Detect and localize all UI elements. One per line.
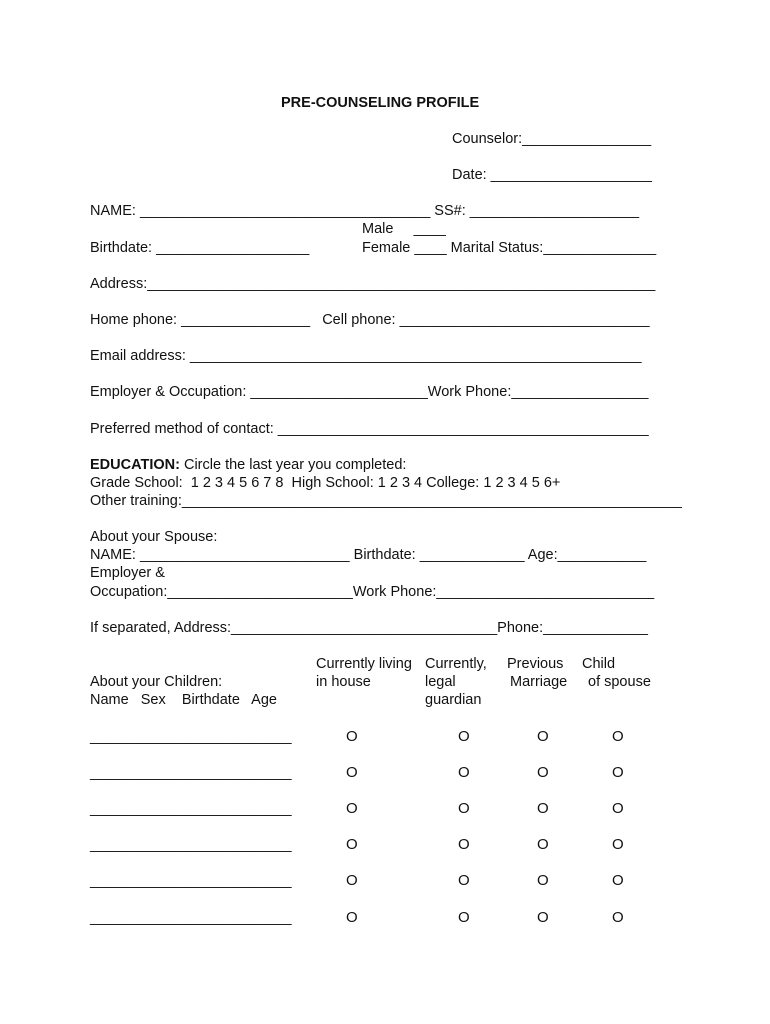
employer-field[interactable]: Employer & Occupation: ______________________Work Phone:_________________ [90,384,649,400]
circle-living-in-house[interactable]: O [346,909,358,926]
circle-legal-guardian[interactable]: O [458,728,470,745]
children-columns-label: Name Sex Birthdate Age [90,692,277,708]
circle-living-in-house[interactable]: O [346,800,358,817]
education-grades[interactable]: Grade School: 1 2 3 4 5 6 7 8 High School: 1 2 3 4 College: 1 2 3 4 5 6+ [90,475,561,491]
col-header-line: legal [425,674,456,690]
circle-previous-marriage[interactable]: O [537,800,549,817]
col-header-child [582,655,651,691]
child-entry-field[interactable]: _________________________ [90,837,292,853]
circle-previous-marriage[interactable]: O [537,764,549,781]
child-entry-field[interactable]: _________________________ [90,801,292,817]
circle-child-of-spouse[interactable]: O [612,909,624,926]
circle-legal-guardian[interactable]: O [458,872,470,889]
date-field[interactable]: Date: ____________________ [452,167,652,183]
circle-previous-marriage[interactable]: O [537,728,549,745]
children-heading: About your Children: [90,674,223,690]
child-entry-field[interactable]: _________________________ [90,765,292,781]
circle-child-of-spouse[interactable]: O [612,800,624,817]
col-header-line: Previous [507,656,564,672]
circle-legal-guardian[interactable]: O [458,800,470,817]
name-ss-field[interactable]: NAME: ____________________________________ SS#: _____________________ [90,203,640,219]
col-header-line: guardian [425,692,482,708]
spouse-employer-label: Employer & [90,565,165,581]
address-field[interactable]: Address:_______________________________________________________________ [90,276,656,292]
col-header-previous [507,655,567,691]
col-header-line: Currently living [316,656,412,672]
preferred-contact-field[interactable]: Preferred method of contact: ______________________________________________ [90,421,649,437]
phones-field[interactable]: Home phone: ________________ Cell phone: _______________________________ [90,312,650,328]
education-instruction: Circle the last year you completed: [179,457,407,473]
spouse-occupation-field[interactable]: Occupation:_______________________Work Phone:___________________________ [90,584,655,600]
circle-living-in-house[interactable]: O [346,872,358,889]
circle-child-of-spouse[interactable]: O [612,764,624,781]
circle-living-in-house[interactable]: O [346,836,358,853]
counselor-field[interactable]: Counselor:________________ [452,131,652,147]
circle-child-of-spouse[interactable]: O [612,872,624,889]
col-header-line: Currently, [425,656,487,672]
page-title: PRE-COUNSELING PROFILE [281,95,480,111]
email-field[interactable]: Email address: ________________________________________________________ [90,348,642,364]
col-header-living [316,655,412,691]
circle-legal-guardian[interactable]: O [458,836,470,853]
circle-child-of-spouse[interactable]: O [612,728,624,745]
circle-legal-guardian[interactable]: O [458,764,470,781]
circle-legal-guardian[interactable]: O [458,909,470,926]
male-field[interactable]: Male ____ [362,221,446,237]
circle-previous-marriage[interactable]: O [537,872,549,889]
separated-address-field[interactable]: If separated, Address:_________________________________Phone:_____________ [90,620,648,636]
spouse-name-field[interactable]: NAME: __________________________ Birthdate: _____________ Age:___________ [90,547,647,563]
education-label: EDUCATION: [90,457,180,473]
circle-living-in-house[interactable]: O [346,764,358,781]
education-heading [90,456,406,474]
col-header-guardian [425,655,487,709]
female-marital-field[interactable]: Female ____ Marital Status:______________ [362,240,657,256]
child-entry-field[interactable]: _________________________ [90,729,292,745]
col-header-line: in house [316,674,371,690]
child-entry-field[interactable]: _________________________ [90,873,292,889]
circle-living-in-house[interactable]: O [346,728,358,745]
circle-previous-marriage[interactable]: O [537,909,549,926]
child-entry-field[interactable]: _________________________ [90,910,292,926]
spouse-heading: About your Spouse: [90,529,218,545]
col-header-line: Child [582,656,616,672]
circle-child-of-spouse[interactable]: O [612,836,624,853]
birthdate-field[interactable]: Birthdate: ___________________ [90,240,310,256]
col-header-line: of spouse [588,674,651,690]
other-training-field[interactable]: Other training:______________________________________________________________ [90,493,682,509]
col-header-line: Marriage [510,674,568,690]
circle-previous-marriage[interactable]: O [537,836,549,853]
